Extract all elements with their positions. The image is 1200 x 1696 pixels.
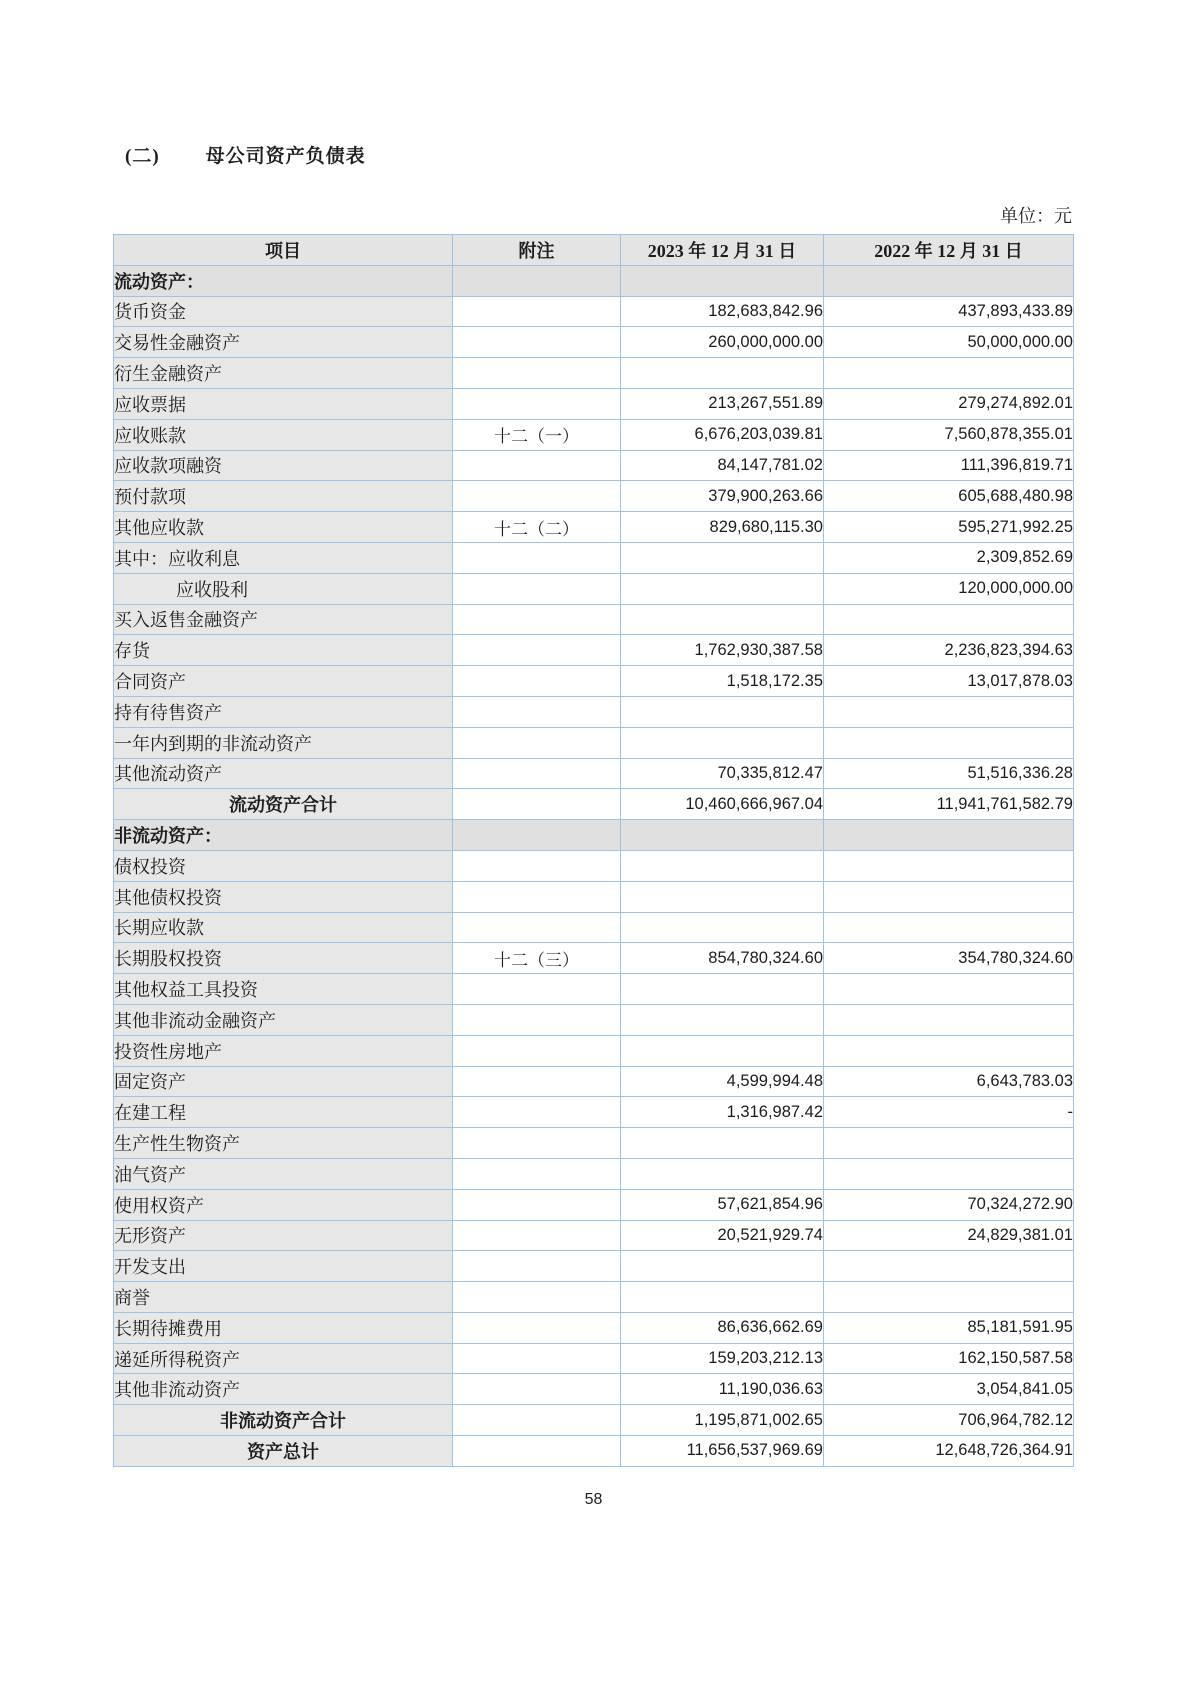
value-2023-cell: 4,599,994.48: [621, 1066, 824, 1097]
table-row: [114, 727, 1074, 758]
col-header-2023: 2023 年 12 月 31 日: [621, 235, 824, 266]
table-row: [114, 974, 1074, 1005]
value-2023-cell: 1,518,172.35: [621, 666, 824, 697]
value-2022-cell: -: [824, 1097, 1074, 1128]
item-cell: 应收股利: [114, 573, 453, 604]
item-cell: 在建工程: [114, 1097, 453, 1128]
note-cell: [453, 573, 621, 604]
item-cell: 交易性金融资产: [114, 327, 453, 358]
item-cell: 生产性生物资产: [114, 1128, 453, 1159]
value-2023-cell: 6,676,203,039.81: [621, 419, 824, 450]
value-2022-cell: 595,271,992.25: [824, 512, 1074, 543]
item-cell: 长期应收款: [114, 912, 453, 943]
value-2023-cell: 70,335,812.47: [621, 758, 824, 789]
value-2023-cell: 379,900,263.66: [621, 481, 824, 512]
value-2022-cell: [824, 1282, 1074, 1313]
value-2023-cell: 182,683,842.96: [621, 296, 824, 327]
value-2023-cell: [621, 358, 824, 389]
item-cell: 一年内到期的非流动资产: [114, 727, 453, 758]
note-cell: [453, 1312, 621, 1343]
value-2023-cell: 10,460,666,967.04: [621, 789, 824, 820]
value-2023-cell: [621, 727, 824, 758]
value-2022-cell: 50,000,000.00: [824, 327, 1074, 358]
table-row: [114, 666, 1074, 697]
total-row: [114, 1436, 1074, 1467]
table-row: [114, 696, 1074, 727]
value-2022-cell: [824, 1004, 1074, 1035]
item-cell: 固定资产: [114, 1066, 453, 1097]
table-row: [114, 481, 1074, 512]
value-2023-cell: [621, 1035, 824, 1066]
table-row: [114, 419, 1074, 450]
col-header-item: 项目: [114, 235, 453, 266]
note-cell: [453, 1066, 621, 1097]
table-row: [114, 1128, 1074, 1159]
item-cell: 存货: [114, 635, 453, 666]
note-cell: [453, 1097, 621, 1128]
section-row: [114, 820, 1074, 851]
note-cell: [453, 1158, 621, 1189]
value-2022-cell: 3,054,841.05: [824, 1374, 1074, 1405]
table-row: [114, 758, 1074, 789]
value-2022-cell: 706,964,782.12: [824, 1405, 1074, 1436]
value-2023-cell: 1,316,987.42: [621, 1097, 824, 1128]
unit-label: 单位：元: [1000, 206, 1072, 226]
note-cell: [453, 881, 621, 912]
table-row: [114, 1066, 1074, 1097]
table-row: [114, 1158, 1074, 1189]
note-cell: [453, 1220, 621, 1251]
table-row: [114, 512, 1074, 543]
note-cell: [453, 912, 621, 943]
table-row: [114, 881, 1074, 912]
value-2023-cell: 854,780,324.60: [621, 943, 824, 974]
table-row: [114, 1220, 1074, 1251]
note-cell: 十二（三）: [453, 943, 621, 974]
table-row: [114, 943, 1074, 974]
page-content: [113, 0, 1074, 1509]
note-cell: [453, 265, 621, 296]
value-2023-cell: [621, 1128, 824, 1159]
value-2022-cell: 120,000,000.00: [824, 573, 1074, 604]
item-cell: 其他权益工具投资: [114, 974, 453, 1005]
value-2022-cell: [824, 1035, 1074, 1066]
value-2022-cell: 354,780,324.60: [824, 943, 1074, 974]
note-cell: [453, 388, 621, 419]
table-header-row: [114, 235, 1074, 266]
value-2022-cell: 12,648,726,364.91: [824, 1436, 1074, 1467]
note-cell: [453, 327, 621, 358]
table-row: [114, 296, 1074, 327]
table-row: [114, 1312, 1074, 1343]
value-2022-cell: [824, 696, 1074, 727]
table-row: [114, 358, 1074, 389]
item-cell: 非流动资产合计: [114, 1405, 453, 1436]
item-cell: 应收票据: [114, 388, 453, 419]
table-row: [114, 450, 1074, 481]
value-2023-cell: [621, 573, 824, 604]
table-row: [114, 573, 1074, 604]
total-row: [114, 1405, 1074, 1436]
value-2022-cell: [824, 974, 1074, 1005]
value-2022-cell: 162,150,587.58: [824, 1343, 1074, 1374]
item-cell: 衍生金融资产: [114, 358, 453, 389]
table-row: [114, 1251, 1074, 1282]
value-2022-cell: [824, 1158, 1074, 1189]
item-cell: 其他非流动资产: [114, 1374, 453, 1405]
table-row: [114, 850, 1074, 881]
value-2023-cell: [621, 604, 824, 635]
note-cell: [453, 820, 621, 851]
value-2022-cell: [824, 1251, 1074, 1282]
value-2023-cell: [621, 850, 824, 881]
note-cell: [453, 758, 621, 789]
value-2023-cell: 20,521,929.74: [621, 1220, 824, 1251]
value-2023-cell: 213,267,551.89: [621, 388, 824, 419]
value-2022-cell: 279,274,892.01: [824, 388, 1074, 419]
section-row: [114, 265, 1074, 296]
value-2022-cell: 13,017,878.03: [824, 666, 1074, 697]
value-2022-cell: 11,941,761,582.79: [824, 789, 1074, 820]
value-2023-cell: [621, 696, 824, 727]
item-cell: 资产总计: [114, 1436, 453, 1467]
item-cell: 债权投资: [114, 850, 453, 881]
item-cell: 商誉: [114, 1282, 453, 1313]
item-cell: 应收账款: [114, 419, 453, 450]
note-cell: 十二（二）: [453, 512, 621, 543]
value-2022-cell: [824, 820, 1074, 851]
item-cell: 合同资产: [114, 666, 453, 697]
balance-sheet-table: [113, 234, 1074, 1467]
item-cell: 其他流动资产: [114, 758, 453, 789]
col-header-2022: 2022 年 12 月 31 日: [824, 235, 1074, 266]
note-cell: [453, 1189, 621, 1220]
value-2022-cell: 51,516,336.28: [824, 758, 1074, 789]
value-2022-cell: 111,396,819.71: [824, 450, 1074, 481]
table-row: [114, 388, 1074, 419]
value-2023-cell: [621, 974, 824, 1005]
item-cell: 使用权资产: [114, 1189, 453, 1220]
note-cell: [453, 1004, 621, 1035]
item-cell: 货币资金: [114, 296, 453, 327]
table-row: [114, 1004, 1074, 1035]
note-cell: [453, 974, 621, 1005]
value-2023-cell: [621, 1251, 824, 1282]
note-cell: [453, 635, 621, 666]
note-cell: 十二（一）: [453, 419, 621, 450]
value-2022-cell: 2,309,852.69: [824, 542, 1074, 573]
item-cell: 流动资产：: [114, 265, 453, 296]
item-cell: 开发支出: [114, 1251, 453, 1282]
note-cell: [453, 789, 621, 820]
value-2023-cell: 57,621,854.96: [621, 1189, 824, 1220]
note-cell: [453, 850, 621, 881]
value-2023-cell: [621, 1158, 824, 1189]
value-2022-cell: [824, 881, 1074, 912]
value-2023-cell: [621, 542, 824, 573]
value-2023-cell: 84,147,781.02: [621, 450, 824, 481]
value-2023-cell: 11,190,036.63: [621, 1374, 824, 1405]
value-2022-cell: [824, 604, 1074, 635]
item-cell: 其他债权投资: [114, 881, 453, 912]
value-2022-cell: [824, 265, 1074, 296]
value-2023-cell: [621, 881, 824, 912]
value-2022-cell: 85,181,591.95: [824, 1312, 1074, 1343]
note-cell: [453, 666, 621, 697]
total-row: [114, 789, 1074, 820]
value-2022-cell: [824, 912, 1074, 943]
note-cell: [453, 1436, 621, 1467]
item-cell: 其他非流动金融资产: [114, 1004, 453, 1035]
note-cell: [453, 1282, 621, 1313]
item-cell: 持有待售资产: [114, 696, 453, 727]
note-cell: [453, 481, 621, 512]
table-row: [114, 327, 1074, 358]
table-row: [114, 542, 1074, 573]
value-2022-cell: 2,236,823,394.63: [824, 635, 1074, 666]
item-cell: 长期待摊费用: [114, 1312, 453, 1343]
value-2023-cell: [621, 1004, 824, 1035]
table-row: [114, 1282, 1074, 1313]
note-cell: [453, 358, 621, 389]
value-2022-cell: 437,893,433.89: [824, 296, 1074, 327]
value-2023-cell: 829,680,115.30: [621, 512, 824, 543]
section-number: (二): [125, 146, 160, 167]
note-cell: [453, 1128, 621, 1159]
note-cell: [453, 604, 621, 635]
table-row: [114, 635, 1074, 666]
item-cell: 非流动资产：: [114, 820, 453, 851]
item-cell: 其中：应收利息: [114, 542, 453, 573]
note-cell: [453, 727, 621, 758]
table-row: [114, 1189, 1074, 1220]
table-row: [114, 1097, 1074, 1128]
value-2022-cell: [824, 850, 1074, 881]
item-cell: 投资性房地产: [114, 1035, 453, 1066]
note-cell: [453, 542, 621, 573]
value-2022-cell: [824, 358, 1074, 389]
value-2022-cell: 24,829,381.01: [824, 1220, 1074, 1251]
page-number: 58: [584, 1490, 603, 1508]
value-2023-cell: 1,762,930,387.58: [621, 635, 824, 666]
item-cell: 递延所得税资产: [114, 1343, 453, 1374]
value-2023-cell: 159,203,212.13: [621, 1343, 824, 1374]
item-cell: 预付款项: [114, 481, 453, 512]
table-row: [114, 604, 1074, 635]
value-2022-cell: [824, 1128, 1074, 1159]
value-2023-cell: [621, 912, 824, 943]
item-cell: 油气资产: [114, 1158, 453, 1189]
note-cell: [453, 450, 621, 481]
item-cell: 其他应收款: [114, 512, 453, 543]
table-row: [114, 1374, 1074, 1405]
value-2022-cell: 70,324,272.90: [824, 1189, 1074, 1220]
value-2022-cell: 6,643,783.03: [824, 1066, 1074, 1097]
value-2023-cell: [621, 820, 824, 851]
value-2023-cell: 260,000,000.00: [621, 327, 824, 358]
section-title: [125, 141, 1074, 168]
item-cell: 买入返售金融资产: [114, 604, 453, 635]
item-cell: 长期股权投资: [114, 943, 453, 974]
note-cell: [453, 1251, 621, 1282]
value-2023-cell: [621, 1282, 824, 1313]
value-2023-cell: [621, 265, 824, 296]
section-title-text: 母公司资产负债表: [205, 146, 366, 167]
table-row: [114, 1035, 1074, 1066]
value-2023-cell: 1,195,871,002.65: [621, 1405, 824, 1436]
note-cell: [453, 696, 621, 727]
value-2023-cell: 86,636,662.69: [621, 1312, 824, 1343]
note-cell: [453, 1035, 621, 1066]
item-cell: 流动资产合计: [114, 789, 453, 820]
note-cell: [453, 296, 621, 327]
value-2023-cell: 11,656,537,969.69: [621, 1436, 824, 1467]
note-cell: [453, 1405, 621, 1436]
value-2022-cell: 7,560,878,355.01: [824, 419, 1074, 450]
item-cell: 无形资产: [114, 1220, 453, 1251]
note-cell: [453, 1374, 621, 1405]
value-2022-cell: 605,688,480.98: [824, 481, 1074, 512]
item-cell: 应收款项融资: [114, 450, 453, 481]
table-row: [114, 912, 1074, 943]
value-2022-cell: [824, 727, 1074, 758]
col-header-note: 附注: [453, 235, 621, 266]
note-cell: [453, 1343, 621, 1374]
table-row: [114, 1343, 1074, 1374]
